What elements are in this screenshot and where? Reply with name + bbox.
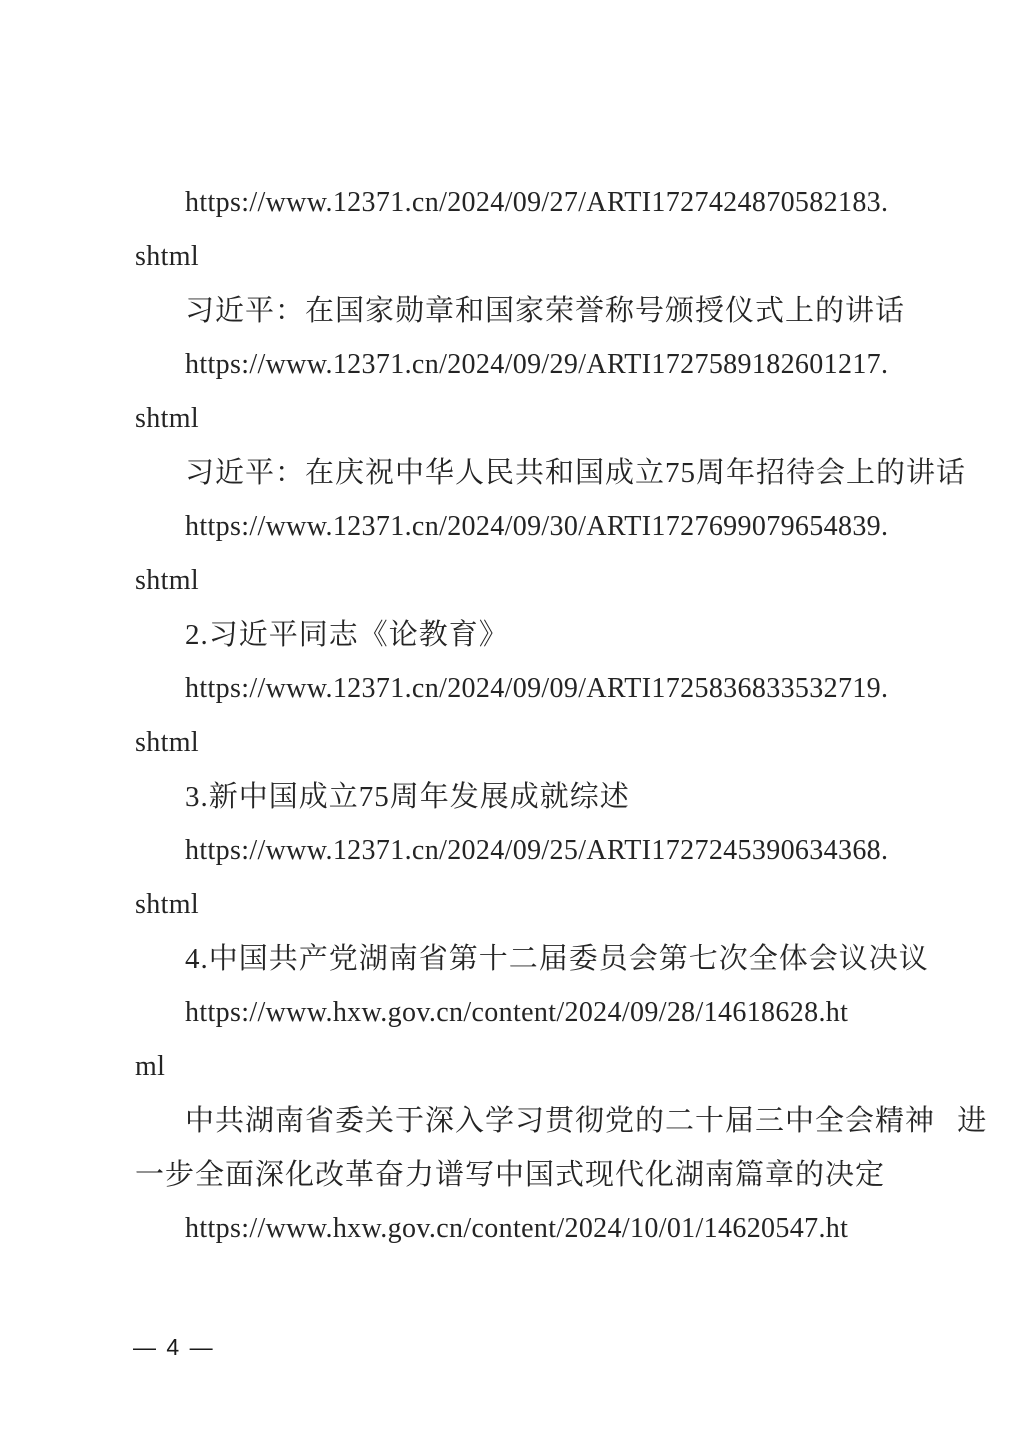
document-text-line: 4.中国共产党湖南省第十二届委员会第七次全体会议决议	[185, 943, 929, 975]
document-url-line: https://www.12371.cn/2024/09/25/ARTI1727245390634368.	[185, 835, 889, 866]
document-url-line: shtml	[135, 889, 199, 920]
document-url-line: shtml	[135, 403, 199, 434]
document-text-line: 中共湖南省委关于深入学习贯彻党的二十届三中全会精神 进	[185, 1105, 988, 1137]
document-body	[135, 176, 988, 1256]
document-url-line: https://www.12371.cn/2024/09/27/ARTI1727424870582183.	[185, 187, 889, 218]
document-text-line: 3.新中国成立75周年发展成就综述	[185, 781, 630, 813]
document-url-line: https://www.12371.cn/2024/09/30/ARTI1727699079654839.	[185, 511, 889, 542]
document-url-line: shtml	[135, 565, 199, 596]
document-url-line: https://www.hxw.gov.cn/content/2024/09/28/14618628.ht	[185, 997, 849, 1028]
document-text-line: 一步全面深化改革奋力谱写中国式现代化湖南篇章的决定	[135, 1159, 886, 1191]
document-text-line: 习近平：在庆祝中华人民共和国成立75周年招待会上的讲话	[185, 457, 967, 489]
document-text-line: 习近平：在国家勋章和国家荣誉称号颁授仪式上的讲话	[185, 295, 906, 327]
document-url-line: shtml	[135, 241, 199, 272]
page-number: — 4 —	[133, 1334, 215, 1360]
document-url-line: https://www.12371.cn/2024/09/29/ARTI1727589182601217.	[185, 349, 889, 380]
document-url-line: shtml	[135, 727, 199, 758]
document-url-line: https://www.hxw.gov.cn/content/2024/10/01/14620547.ht	[185, 1213, 849, 1244]
document-text-line: 2.习近平同志《论教育》	[185, 619, 509, 651]
document-url-line: https://www.12371.cn/2024/09/09/ARTI1725836833532719.	[185, 673, 889, 704]
document-url-line: ml	[135, 1051, 166, 1082]
